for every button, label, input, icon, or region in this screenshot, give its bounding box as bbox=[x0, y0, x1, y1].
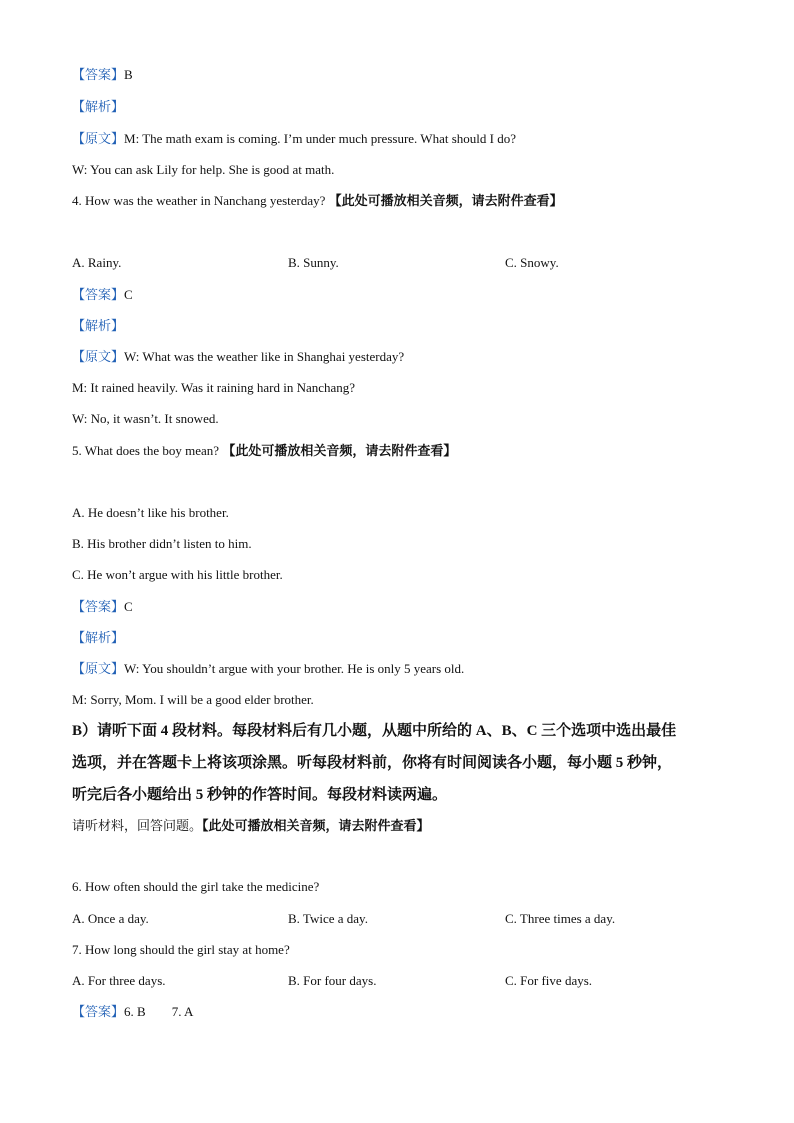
instruction-text: 请听材料，回答问题。 bbox=[72, 818, 203, 833]
answer-value: C bbox=[124, 599, 133, 614]
transcript-line: W: You can ask Lily for help. She is good at math. bbox=[72, 162, 335, 177]
transcript-line bbox=[72, 130, 516, 148]
option-b: B. For four days. bbox=[288, 973, 377, 988]
question-text: 5. What does the boy mean? bbox=[72, 443, 223, 458]
answer-7: 7. A bbox=[171, 1004, 194, 1019]
option-c: C. Snowy. bbox=[505, 255, 559, 270]
transcript-line bbox=[72, 348, 404, 366]
original-tag: 【原文】 bbox=[72, 661, 125, 676]
transcript-line: M: It rained heavily. Was it raining hard in Nanchang? bbox=[72, 380, 356, 395]
audio-note: 【此处可播放相关音频，请去附件查看】 bbox=[328, 193, 563, 208]
answer-line bbox=[72, 598, 133, 616]
answer-tag: 【答案】 bbox=[72, 67, 125, 82]
option-c: C. For five days. bbox=[505, 973, 593, 988]
transcript-text: W: What was the weather like in Shanghai yesterday? bbox=[124, 349, 405, 364]
answer-6: 6. B bbox=[124, 1004, 146, 1019]
section-b-instructions-3: 听完后各小题给出 5 秒钟的作答时间。每段材料读两遍。 bbox=[72, 787, 448, 803]
option-c: C. He won’t argue with his little brother. bbox=[72, 567, 283, 582]
question-7: 7. How long should the girl stay at home? bbox=[72, 942, 290, 957]
analysis-tag: 【解析】 bbox=[72, 630, 125, 645]
option-b: B. His brother didn’t listen to him. bbox=[72, 536, 252, 551]
transcript-line: M: Sorry, Mom. I will be a good elder brother. bbox=[72, 692, 314, 707]
section-b-instructions-2: 选项，并在答题卡上将该项涂黑。听每段材料前，你将有时间阅读各小题，每小题 5 秒钟， bbox=[72, 755, 673, 771]
answer-line bbox=[72, 66, 133, 84]
transcript-text: M: The math exam is coming. I’m under much pressure. What should I do? bbox=[124, 131, 516, 146]
transcript-text: W: You shouldn’t argue with your brother. He is only 5 years old. bbox=[124, 661, 465, 676]
original-tag: 【原文】 bbox=[72, 349, 125, 364]
option-a: A. Once a day. bbox=[72, 911, 149, 926]
audio-note: 【此处可播放相关音频，请去附件查看】 bbox=[222, 443, 457, 458]
question-6: 6. How often should the girl take the medicine? bbox=[72, 879, 320, 894]
section-b-prompt bbox=[72, 817, 430, 835]
answer-tag: 【答案】 bbox=[72, 599, 125, 614]
answer-tag: 【答案】 bbox=[72, 1004, 125, 1019]
answer-line bbox=[72, 286, 133, 304]
option-b: B. Twice a day. bbox=[288, 911, 368, 926]
question-text: 4. How was the weather in Nanchang yesterday? bbox=[72, 193, 329, 208]
audio-note: 【此处可播放相关音频，请去附件查看】 bbox=[202, 818, 430, 833]
option-b: B. Sunny. bbox=[288, 255, 339, 270]
section-b-instructions-1: B）请听下面 4 段材料。每段材料后有几小题，从题中所给的 A、B、C 三个选项中选出最佳 bbox=[72, 723, 677, 739]
transcript-line bbox=[72, 660, 464, 678]
answer-tag: 【答案】 bbox=[72, 287, 125, 302]
answer-line bbox=[72, 1003, 193, 1021]
answer-value: C bbox=[124, 287, 133, 302]
answer-value: B bbox=[124, 67, 133, 82]
transcript-line: W: No, it wasn’t. It snowed. bbox=[72, 411, 219, 426]
option-a: A. Rainy. bbox=[72, 255, 122, 270]
original-tag: 【原文】 bbox=[72, 131, 125, 146]
question-5 bbox=[72, 442, 456, 460]
option-a: A. He doesn’t like his brother. bbox=[72, 505, 229, 520]
question-4 bbox=[72, 192, 563, 210]
analysis-tag: 【解析】 bbox=[72, 318, 125, 333]
option-a: A. For three days. bbox=[72, 973, 166, 988]
analysis-tag: 【解析】 bbox=[72, 99, 125, 114]
option-c: C. Three times a day. bbox=[505, 911, 616, 926]
